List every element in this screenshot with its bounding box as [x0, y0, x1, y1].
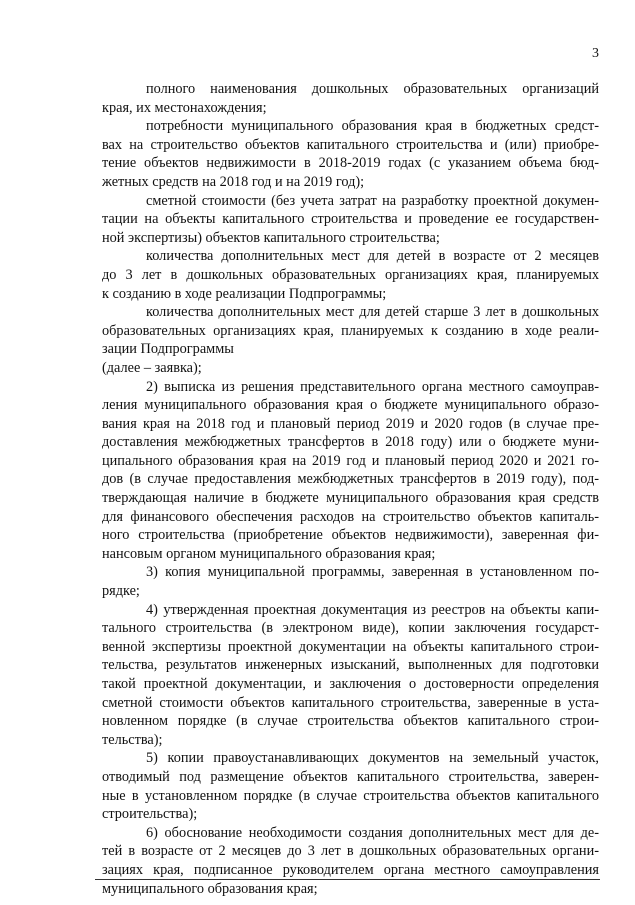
- text-line: дов (в случае предоставления межбюджетных трансфертов в 2019 году), под-: [102, 471, 599, 488]
- paragraph-2: [102, 117, 599, 191]
- text-line: 3) копия муниципальной программы, заверенная в установленном по-: [146, 564, 599, 581]
- text-line: тельства, результатов инженерных изысканий, выполненных для подготовки: [102, 657, 599, 674]
- paragraph-4: [102, 247, 599, 303]
- document-body: [102, 80, 599, 898]
- text-line: ного строительства (приобретение объектов недвижимости), заверенная фи-: [102, 527, 599, 544]
- text-line: венной экспертизы проектной документации на объекты капитального строи-: [102, 638, 599, 655]
- text-line: потребности муниципального образования края в бюджетных средст-: [146, 118, 599, 135]
- paragraph-9: [102, 601, 599, 750]
- text-line: тение объектов недвижимости в 2018-2019 годах (с указанием объема бюд-: [102, 155, 599, 172]
- text-line: 4) утвержденная проектная документация из реестров на объекты капи-: [146, 601, 599, 618]
- paragraph-1: [102, 80, 599, 117]
- paragraph-10: [102, 749, 599, 823]
- text-line: тей в возрасте от 2 месяцев до 3 лет в дошкольных образовательных органи-: [102, 843, 599, 860]
- text-line: 6) обоснование необходимости создания дополнительных мест для де-: [146, 824, 599, 841]
- text-line: новленном порядке (в случае строительства объектов капитального строи-: [102, 713, 599, 730]
- text-line: ления муниципального образования края о бюджете муниципального образо-: [102, 397, 599, 414]
- text-line: полного наименования дошкольных образовательных организаций: [146, 81, 599, 97]
- text-line: такой проектной документации, и заключения о достоверности определения: [102, 676, 599, 692]
- paragraph-11: [102, 824, 599, 898]
- text-line: сметной стоимости (без учета затрат на разработку проектной докумен-: [146, 192, 599, 209]
- text-line: ципального образования края на 2019 год и плановый период 2020 и 2021 го-: [102, 452, 599, 469]
- text-line: вания края на 2018 год и плановый период 2019 и 2020 годов (в случае пре-: [102, 415, 599, 432]
- text-line: тверждающая наличие в бюджете муниципального образования края средств: [102, 490, 599, 507]
- text-line: 5) копии правоустанавливающих документов на земельный участок,: [146, 750, 599, 767]
- paragraph-8: [102, 563, 599, 600]
- paragraph-7: [102, 378, 599, 564]
- paragraph-5: [102, 303, 599, 359]
- text-line: вах на строительство объектов капитального строительства и (или) приобре-: [102, 136, 599, 153]
- text-line: образовательных организациях края, планируемых к созданию в ходе реали-: [102, 322, 599, 339]
- text-line: тельства);: [102, 731, 163, 748]
- text-line: количества дополнительных мест для детей старше 3 лет в дошкольных: [146, 304, 599, 321]
- text-line: (далее – заявка);: [102, 359, 202, 376]
- text-line: ные в установленном порядке (в случае строительства объектов капитального: [102, 787, 599, 804]
- text-line: жетных средств на 2018 год и на 2019 год);: [102, 173, 365, 190]
- text-line: ной экспертизы) объектов капитального строительства;: [102, 229, 440, 246]
- text-line: сметной стоимости объектов капитального строительства, заверенные в уста-: [102, 694, 599, 711]
- text-line: 2) выписка из решения представительного органа местного самоуправ-: [146, 378, 599, 395]
- text-line: края, их местонахождения;: [102, 99, 267, 116]
- text-line: к созданию в ходе реализации Подпрограммы;: [102, 285, 387, 302]
- paragraph-3: [102, 192, 599, 248]
- footer-rule: [95, 879, 600, 880]
- text-line: зациях края, подписанное руководителем органа местного самоуправления: [102, 861, 599, 878]
- text-line: для финансового обеспечения расходов на строительство объектов капиталь-: [102, 508, 599, 525]
- text-line: муниципального образования края;: [102, 880, 318, 897]
- text-line: до 3 лет в дошкольных образовательных организациях края, планируемых: [102, 266, 599, 283]
- text-line: отводимый под размещение объектов капитального строительства, заверен-: [102, 768, 599, 785]
- text-line: строительства);: [102, 806, 198, 823]
- text-line: доставления межбюджетных трансфертов в 2018 году) или о бюджете муни-: [102, 434, 599, 451]
- text-line: рядке;: [102, 583, 140, 600]
- paragraph-6: [102, 359, 599, 378]
- text-line: тации на объекты капитального строительства и проведение ее государствен-: [102, 211, 599, 228]
- text-line: количества дополнительных мест для детей в возрасте от 2 месяцев: [146, 248, 599, 265]
- text-line: зации Подпрограммы: [102, 341, 234, 358]
- text-line: тального строительства (в электроном виде), копии заключения государст-: [102, 620, 599, 637]
- text-line: нансовым органом муниципального образования края;: [102, 545, 436, 562]
- page-number: 3: [592, 46, 599, 61]
